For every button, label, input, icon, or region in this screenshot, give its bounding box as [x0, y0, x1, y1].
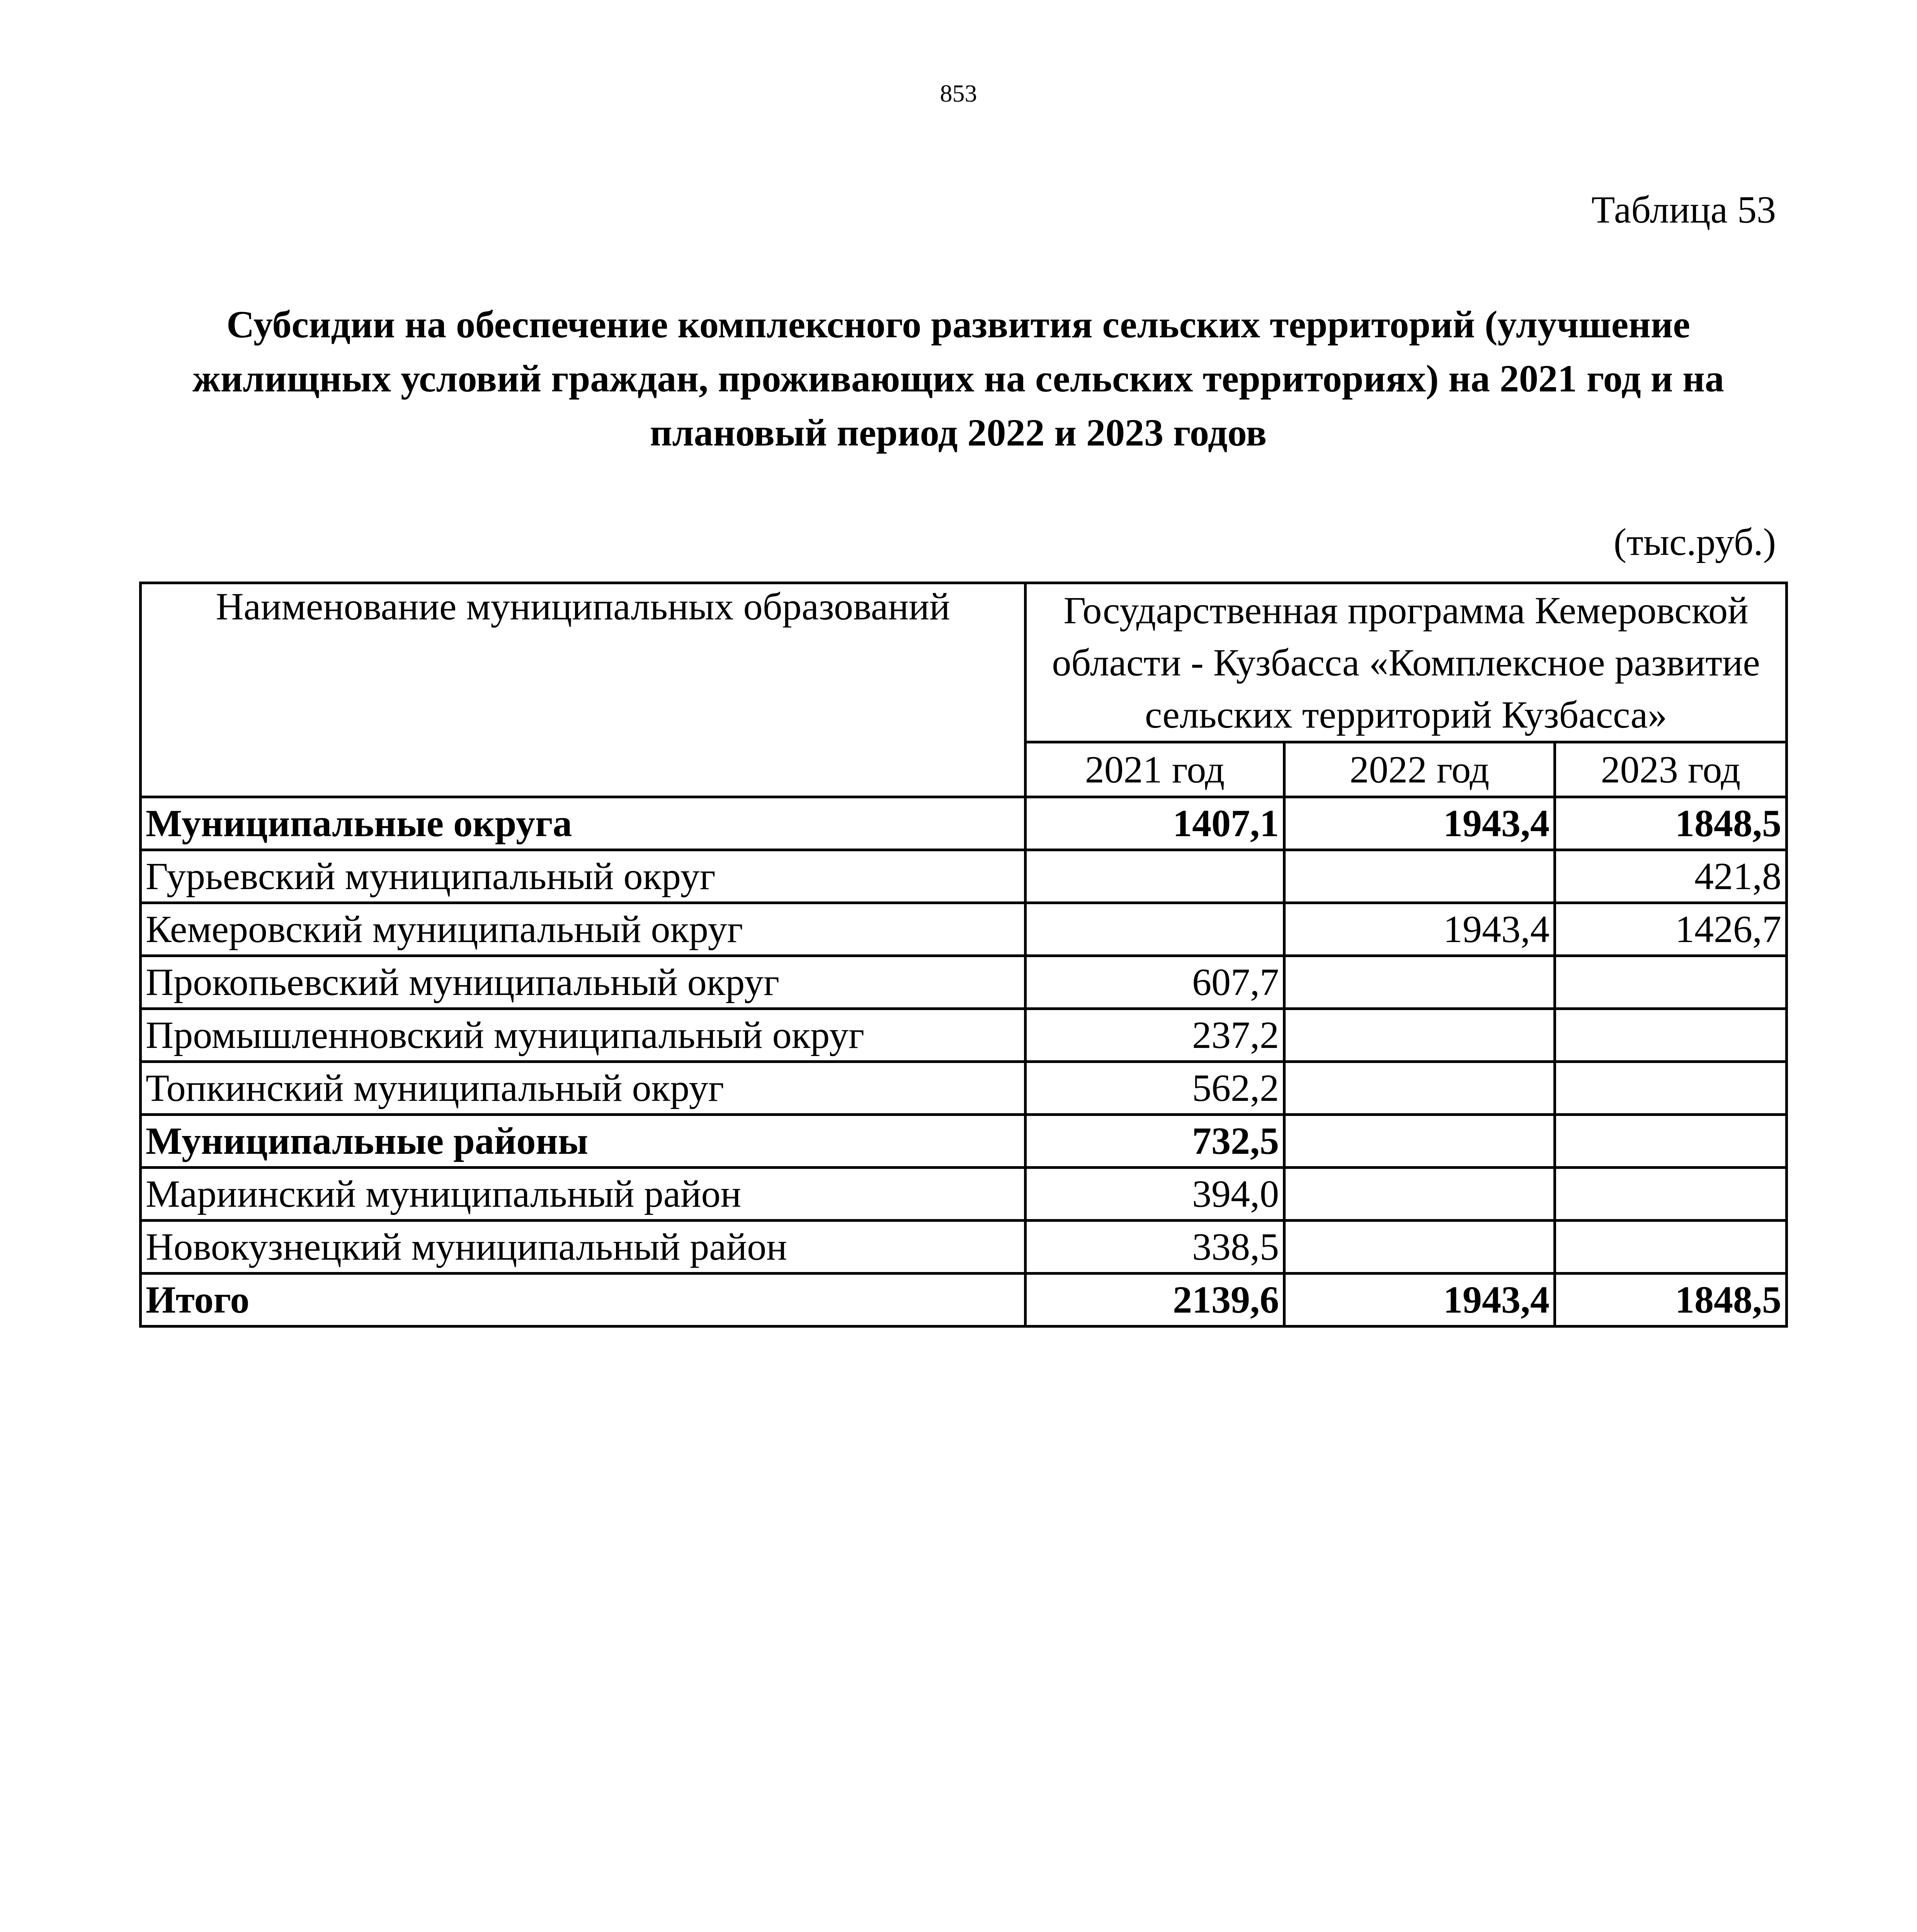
value-2023: [1555, 1221, 1787, 1274]
value-2021: 394,0: [1026, 1168, 1284, 1221]
page-number: 853: [940, 80, 977, 107]
value-2021: 1407,1: [1026, 797, 1284, 850]
row-name: Муниципальные районы: [141, 1115, 1026, 1168]
table-row: [141, 1221, 1787, 1274]
value-2023: 1848,5: [1555, 797, 1787, 850]
value-2021: 607,7: [1026, 956, 1284, 1009]
table-row: [141, 903, 1787, 956]
table-row: [141, 1062, 1787, 1115]
value-2022: [1284, 1062, 1555, 1115]
year-header-2023: 2023 год: [1555, 742, 1787, 797]
row-name: Итого: [141, 1274, 1026, 1327]
row-name: Гурьевский муниципальный округ: [141, 850, 1026, 903]
units-label: (тыс.руб.): [1613, 520, 1776, 563]
value-2023: [1555, 1009, 1787, 1062]
table-header-row: [141, 583, 1787, 742]
value-2021: 732,5: [1026, 1115, 1284, 1168]
value-2021: 237,2: [1026, 1009, 1284, 1062]
value-2022: [1284, 956, 1555, 1009]
year-header-2022: 2022 год: [1284, 742, 1555, 797]
value-2022: 1943,4: [1284, 1274, 1555, 1327]
row-name: Новокузнецкий муниципальный район: [141, 1221, 1026, 1274]
value-2023: 1848,5: [1555, 1274, 1787, 1327]
table-row-total: [141, 1274, 1787, 1327]
row-name: Мариинский муниципальный район: [141, 1168, 1026, 1221]
value-2021: 338,5: [1026, 1221, 1284, 1274]
value-2022: [1284, 850, 1555, 903]
row-name: Кемеровский муниципальный округ: [141, 903, 1026, 956]
row-name: Прокопьевский муниципальный округ: [141, 956, 1026, 1009]
value-2022: [1284, 1009, 1555, 1062]
table-row: [141, 956, 1787, 1009]
row-name: Промышленновский муниципальный округ: [141, 1009, 1026, 1062]
value-2022: 1943,4: [1284, 903, 1555, 956]
value-2023: [1555, 1062, 1787, 1115]
value-2023: 421,8: [1555, 850, 1787, 903]
table-row: [141, 850, 1787, 903]
row-name: Топкинский муниципальный округ: [141, 1062, 1026, 1115]
year-header-2021: 2021 год: [1026, 742, 1284, 797]
value-2022: 1943,4: [1284, 797, 1555, 850]
value-2023: [1555, 1168, 1787, 1221]
table-row-subtotal-rayony: [141, 1115, 1787, 1168]
value-2022: [1284, 1221, 1555, 1274]
subsidies-table: [139, 582, 1788, 1328]
value-2023: [1555, 1115, 1787, 1168]
value-2021: 562,2: [1026, 1062, 1284, 1115]
table-label: Таблица 53: [1591, 188, 1776, 231]
table-row: [141, 1168, 1787, 1221]
table-row-subtotal-okruga: [141, 797, 1787, 850]
value-2021: [1026, 850, 1284, 903]
value-2022: [1284, 1115, 1555, 1168]
value-2021: [1026, 903, 1284, 956]
value-2021: 2139,6: [1026, 1274, 1284, 1327]
document-title: Субсидии на обеспечение комплексного развития сельских территорий (улучшение жилищных условий граждан, проживающих на сельских территориях) на 2021 год и на плановый период 2022 и 2023 годов: [192, 303, 1724, 454]
table-row: [141, 1009, 1787, 1062]
value-2023: [1555, 956, 1787, 1009]
municipality-name-header: Наименование муниципальных образований: [141, 583, 1026, 797]
row-name: Муниципальные округа: [141, 797, 1026, 850]
program-header: Государственная программа Кемеровской области - Кузбасса «Комплексное развитие сельских территорий Кузбасса»: [1026, 583, 1787, 742]
value-2022: [1284, 1168, 1555, 1221]
value-2023: 1426,7: [1555, 903, 1787, 956]
